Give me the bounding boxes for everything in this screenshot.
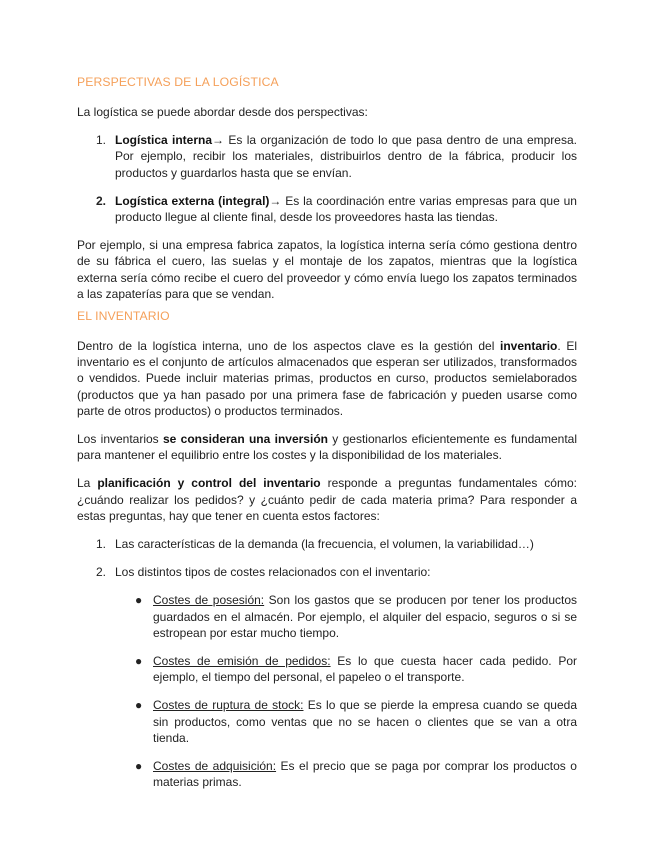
text-run: Los inventarios — [77, 432, 163, 447]
text-run: Dentro de la logística interna, uno de los aspectos clave es la gestión del — [77, 339, 501, 354]
text-run: La — [77, 476, 98, 491]
bullet-icon: ● — [135, 759, 143, 774]
bullet-icon: ● — [135, 698, 143, 713]
cost-term: Costes de adquisición: — [153, 759, 277, 774]
cost-description: Es lo que cuesta hacer cada pedido. Por ejemplo, el tiempo del personal, el papeleo o el transporte. — [153, 654, 577, 685]
cost-description: Es lo que se pierde la empresa cuando se queda sin productos, como ventas que no se hacen o clientes que se van a otra tienda. — [153, 698, 577, 745]
section-heading-inventory: EL INVENTARIO — [77, 309, 170, 324]
list-number: 1. — [96, 133, 107, 148]
planning-paragraph — [77, 475, 577, 524]
bullet-icon: ● — [135, 654, 143, 669]
list-item — [77, 758, 577, 790]
list-item-text: Es la organización de todo lo que pasa dentro de una empresa. Por ejemplo, recibir los materiales, distribuirlos dentro de la fábrica, producir los productos y guardarlos hasta que se envían. — [115, 133, 577, 180]
list-item — [77, 653, 577, 685]
text-run: responde a preguntas fundamentales cómo: ¿cuándo realizar los pedidos? y ¿cuánto pedir de cada materia prima? Para responder a estas preguntas, hay que tener en cuenta estos factores: — [77, 476, 577, 523]
term-inventory: inventario — [500, 339, 558, 354]
cost-term: Costes de ruptura de stock: — [153, 698, 304, 713]
investment-paragraph — [77, 431, 577, 463]
intro-paragraph: La logística se puede abordar desde dos perspectivas: — [77, 105, 368, 119]
list-item — [77, 697, 577, 746]
list-item-text: Las características de la demanda (la frecuencia, el volumen, la variabilidad…) — [115, 537, 534, 552]
term-planning: planificación y control del inventario — [97, 476, 321, 491]
section-heading-logistics: PERSPECTIVAS DE LA LOGÍSTICA — [77, 75, 279, 89]
list-item-text: Es la coordinación entre varias empresas para que un producto llegue al cliente final, desde los proveedores hasta las tiendas. — [115, 193, 577, 225]
list-item — [77, 536, 577, 552]
cost-term: Costes de emisión de pedidos: — [153, 654, 331, 669]
example-paragraph: Por ejemplo, si una empresa fabrica zapatos, la logística interna sería cómo gestiona dentro de su fábrica el cuero, las suelas y el montaje de los zapatos, mientras que la logística externa sería cómo recibe el cuero del proveedor y cómo envía luego los zapatos terminados a las zapaterías para que se vendan. — [77, 238, 577, 301]
perspectives-list — [77, 132, 577, 225]
costs-list — [77, 592, 577, 790]
bullet-icon: ● — [135, 593, 143, 608]
cost-description: Son los gastos que se producen por tener los productos guardados en el almacén. Por ejemplo, el alquiler del espacio, seguros o si se estropean por estar mucho tiempo. — [153, 593, 578, 640]
list-item — [77, 564, 577, 580]
text-run: . El inventario es el conjunto de artículos almacenados que esperan ser utilizados, transformados o vendidos. Puede incluir materias primas, productos en curso, productos semielaborados (productos que ya han pasado por una primera fase de fabricación y pueden usarse como parte de otros productos) o productos terminados. — [77, 339, 578, 418]
cost-term: Costes de posesión: — [153, 593, 265, 608]
factors-list — [77, 536, 577, 580]
list-item — [77, 193, 577, 225]
list-item-text: Los distintos tipos de costes relacionados con el inventario: — [115, 565, 431, 580]
list-item — [77, 132, 577, 181]
arrow-icon: → — [269, 193, 282, 208]
inventory-paragraph — [77, 338, 577, 419]
cost-description: Es el precio que se paga por comprar los productos o materias primas. — [153, 759, 577, 790]
list-number: 2. — [96, 193, 107, 208]
document-page — [77, 72, 577, 791]
arrow-icon: → — [212, 133, 225, 148]
list-number: 2. — [96, 565, 107, 580]
list-item — [77, 592, 577, 641]
text-run: y gestionarlos eficientemente es fundamental para mantener el equilibrio entre los costes y la disponibilidad de los materiales. — [77, 432, 577, 463]
term-external-logistics: Logística externa (integral) — [115, 193, 270, 208]
term-investment: se consideran una inversión — [163, 432, 328, 447]
term-internal-logistics: Logística interna — [115, 133, 213, 148]
list-number: 1. — [96, 537, 107, 552]
